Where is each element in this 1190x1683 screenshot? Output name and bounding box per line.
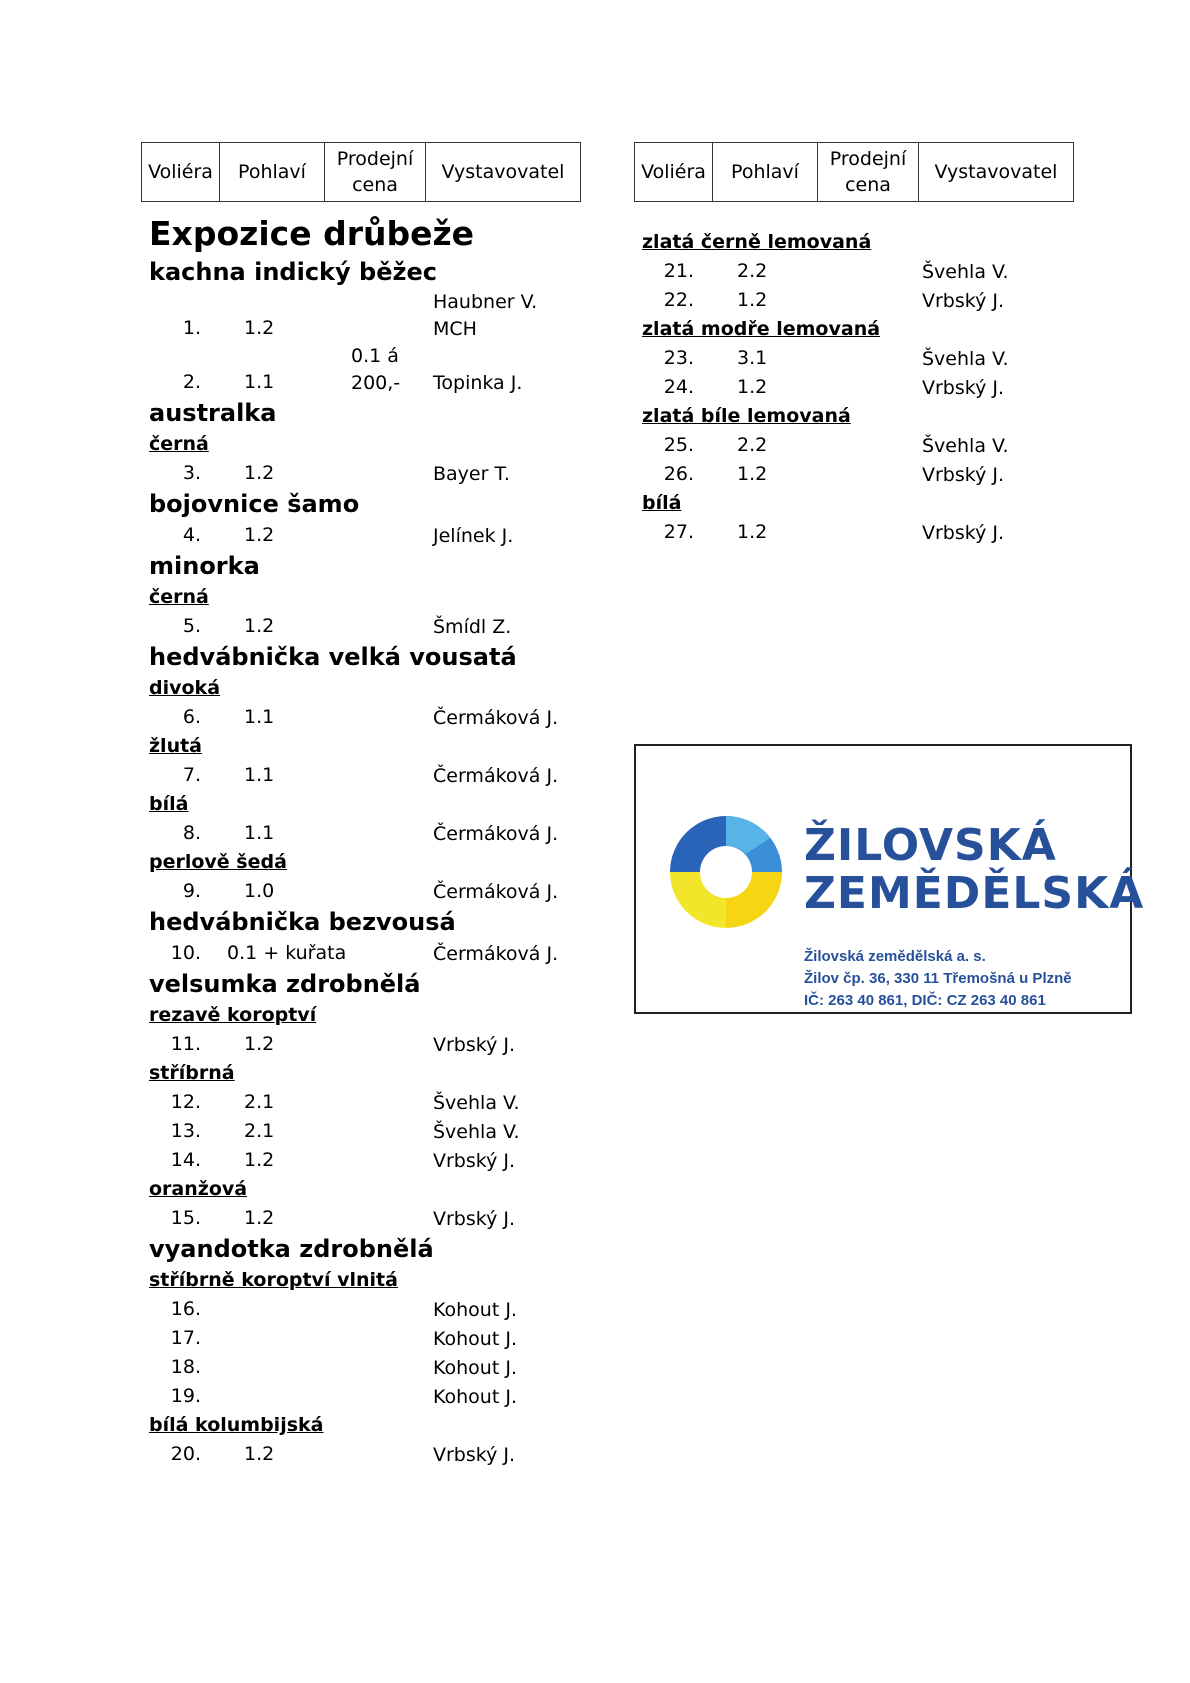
entry-sex: 1.2 <box>737 376 768 398</box>
header-voliera: Voliéra <box>142 143 220 202</box>
entry-number: 11. <box>170 1033 201 1055</box>
entry-number: 9. <box>182 880 201 902</box>
list-item <box>141 1117 581 1146</box>
sponsor-ids: IČ: 263 40 861, DIČ: CZ 263 40 861 <box>804 992 1046 1009</box>
entry-sex: 2.1 <box>244 1091 275 1113</box>
entry-sex: 0.1 + kuřata <box>227 942 347 964</box>
entry-sex: 1.1 <box>244 822 275 844</box>
list-item <box>141 1146 581 1175</box>
list-item <box>141 1353 581 1382</box>
entry-number: 22. <box>663 289 694 311</box>
entry-exhibitor: Čermáková J. <box>433 881 559 903</box>
entry-sex: 1.2 <box>244 317 275 339</box>
list-item <box>141 761 581 790</box>
entry-number: 23. <box>663 347 694 369</box>
list-item <box>634 460 1074 489</box>
header-pohlavi: Pohlaví <box>220 143 325 202</box>
entry-sex: 1.1 <box>244 371 275 393</box>
page-title: Expozice drůbeže <box>149 214 475 253</box>
entry-sex: 1.1 <box>244 706 275 728</box>
entry-exhibitor: Vrbský J. <box>433 1208 516 1230</box>
variety-heading: černá <box>149 586 209 608</box>
entry-number: 7. <box>182 764 201 786</box>
entry-number: 14. <box>170 1149 201 1171</box>
header-cena-line1: Prodejní <box>829 148 907 170</box>
entry-exhibitor: Kohout J. <box>433 1357 517 1379</box>
header-pohlavi: Pohlaví <box>713 143 818 202</box>
entry-exhibitor: Kohout J. <box>433 1299 517 1321</box>
list-item <box>141 1295 581 1324</box>
entry-number: 6. <box>182 706 201 728</box>
entry-number: 19. <box>170 1385 201 1407</box>
right-header-table <box>634 142 1074 202</box>
price-line1: 0.1 á <box>351 345 399 367</box>
entry-exhibitor: Čermáková J. <box>433 765 559 787</box>
header-cena-line2: cena <box>352 174 398 196</box>
header-cena <box>818 143 919 202</box>
entry-number: 2. <box>182 371 201 393</box>
entry-number: 4. <box>182 524 201 546</box>
entry-number: 1. <box>182 317 201 339</box>
list-item <box>634 373 1074 402</box>
variety-heading: černá <box>149 433 209 455</box>
entry-number: 24. <box>663 376 694 398</box>
entry-sex: 1.2 <box>737 463 768 485</box>
entry-sex: 1.2 <box>244 462 275 484</box>
list-item <box>634 286 1074 315</box>
variety-heading: zlatá modře lemovaná <box>642 318 881 340</box>
entry-number: 13. <box>170 1120 201 1142</box>
left-column <box>141 142 581 1469</box>
entry-number: 21. <box>663 260 694 282</box>
entry-sex: 1.2 <box>737 289 768 311</box>
list-item <box>141 703 581 732</box>
entry-number: 3. <box>182 462 201 484</box>
list-item <box>141 1088 581 1117</box>
list-item <box>141 343 581 397</box>
entry-sex: 1.1 <box>244 764 275 786</box>
breed-heading: vyandotka zdrobnělá <box>149 1235 434 1263</box>
entry-number: 16. <box>170 1298 201 1320</box>
breed-heading: minorka <box>149 552 260 580</box>
header-cena-line2: cena <box>845 174 891 196</box>
entry-sex: 1.2 <box>244 615 275 637</box>
entry-exhibitor: Čermáková J. <box>433 943 559 965</box>
variety-heading: bílá <box>149 793 189 815</box>
header-cena <box>325 143 426 202</box>
entry-exhibitor: Švehla V. <box>922 348 1009 370</box>
list-item <box>141 819 581 848</box>
entry-sex: 3.1 <box>737 347 768 369</box>
variety-heading: oranžová <box>149 1178 248 1200</box>
variety-heading: bílá kolumbijská <box>149 1414 324 1436</box>
list-item <box>634 431 1074 460</box>
entry-sex: 1.2 <box>244 524 275 546</box>
entry-number: 25. <box>663 434 694 456</box>
entry-exhibitor: Vrbský J. <box>922 377 1005 399</box>
entry-exhibitor: Švehla V. <box>433 1092 520 1114</box>
entry-sex: 2.2 <box>737 434 768 456</box>
entry-exhibitor: Švehla V. <box>922 435 1009 457</box>
list-item <box>141 939 581 968</box>
entry-number: 8. <box>182 822 201 844</box>
list-item <box>141 1030 581 1059</box>
sponsor-name-line2: ZEMĚDĚLSKÁ <box>804 868 1145 919</box>
entry-sex: 1.2 <box>244 1149 275 1171</box>
list-item <box>634 344 1074 373</box>
entry-number: 26. <box>663 463 694 485</box>
variety-heading: zlatá bíle lemovaná <box>642 405 851 427</box>
entry-exhibitor: Topinka J. <box>433 372 523 394</box>
variety-heading: rezavě koroptví <box>149 1004 317 1026</box>
header-cena-line1: Prodejní <box>336 148 414 170</box>
list-item <box>141 521 581 550</box>
entry-exhibitor: Vrbský J. <box>433 1150 516 1172</box>
sponsor-company: Žilovská zemědělská a. s. <box>804 948 986 965</box>
sponsor-address: Žilov čp. 36, 330 11 Třemošná u Plzně <box>804 970 1072 987</box>
entry-number: 18. <box>170 1356 201 1378</box>
entry-sex: 1.0 <box>244 880 275 902</box>
entry-number: 27. <box>663 521 694 543</box>
exhibitor-line1: Haubner V. <box>433 291 538 313</box>
header-vystavovatel: Vystavovatel <box>426 143 581 202</box>
breed-heading: hedvábnička velká vousatá <box>149 643 517 671</box>
sponsor-logo-box <box>634 744 1145 1014</box>
entry-sex: 1.2 <box>244 1207 275 1229</box>
list-item <box>141 612 581 641</box>
entry-exhibitor: Čermáková J. <box>433 823 559 845</box>
entry-number: 5. <box>182 615 201 637</box>
entry-exhibitor: Kohout J. <box>433 1328 517 1350</box>
breed-heading: bojovnice šamo <box>149 490 360 518</box>
left-header-table <box>141 142 581 202</box>
entry-exhibitor: Vrbský J. <box>433 1444 516 1466</box>
list-item <box>141 459 581 488</box>
list-item <box>141 1324 581 1353</box>
variety-heading: žlutá <box>149 735 203 757</box>
variety-heading: divoká <box>149 677 221 699</box>
breed-heading: kachna indický běžec <box>149 258 437 286</box>
breed-heading: velsumka zdrobnělá <box>149 970 421 998</box>
entry-number: 10. <box>170 942 201 964</box>
list-item <box>141 1382 581 1411</box>
variety-heading: stříbrně koroptví vlnitá <box>149 1269 398 1291</box>
variety-heading: zlatá černě lemovaná <box>642 231 872 253</box>
breed-heading: hedvábnička bezvousá <box>149 908 456 936</box>
exhibitor-line2: MCH <box>433 318 477 340</box>
entry-sex: 1.2 <box>244 1443 275 1465</box>
list-item <box>634 257 1074 286</box>
entry-exhibitor: Vrbský J. <box>433 1034 516 1056</box>
breed-heading: australka <box>149 399 277 427</box>
entry-exhibitor: Jelínek J. <box>433 525 514 547</box>
ring-logo-icon <box>666 812 786 932</box>
entry-exhibitor: Vrbský J. <box>922 464 1005 486</box>
list-item <box>141 1204 581 1233</box>
price-line2: 200,- <box>351 372 401 394</box>
variety-heading: perlově šedá <box>149 851 287 873</box>
entry-number: 15. <box>170 1207 201 1229</box>
sponsor-name-line1: ŽILOVSKÁ <box>804 820 1057 871</box>
entry-number: 17. <box>170 1327 201 1349</box>
entry-exhibitor: Bayer T. <box>433 463 510 485</box>
entry-price <box>351 343 400 397</box>
entry-number: 20. <box>170 1443 201 1465</box>
list-item <box>634 518 1074 547</box>
entry-exhibitor: Kohout J. <box>433 1386 517 1408</box>
entry-exhibitor: Švehla V. <box>922 261 1009 283</box>
right-column <box>634 142 1074 547</box>
entry-sex: 1.2 <box>737 521 768 543</box>
entry-exhibitor <box>433 289 537 343</box>
entry-sex: 2.1 <box>244 1120 275 1142</box>
header-vystavovatel: Vystavovatel <box>919 143 1074 202</box>
entry-sex: 2.2 <box>737 260 768 282</box>
header-voliera: Voliéra <box>635 143 713 202</box>
entry-number: 12. <box>170 1091 201 1113</box>
entry-exhibitor: Šmídl Z. <box>433 616 512 638</box>
variety-heading: bílá <box>642 492 682 514</box>
list-item <box>141 1440 581 1469</box>
entry-exhibitor: Čermáková J. <box>433 707 559 729</box>
list-item <box>141 289 581 343</box>
entry-sex: 1.2 <box>244 1033 275 1055</box>
list-item <box>141 877 581 906</box>
entry-exhibitor: Vrbský J. <box>922 522 1005 544</box>
entry-exhibitor: Vrbský J. <box>922 290 1005 312</box>
entry-exhibitor: Švehla V. <box>433 1121 520 1143</box>
variety-heading: stříbrná <box>149 1062 235 1084</box>
